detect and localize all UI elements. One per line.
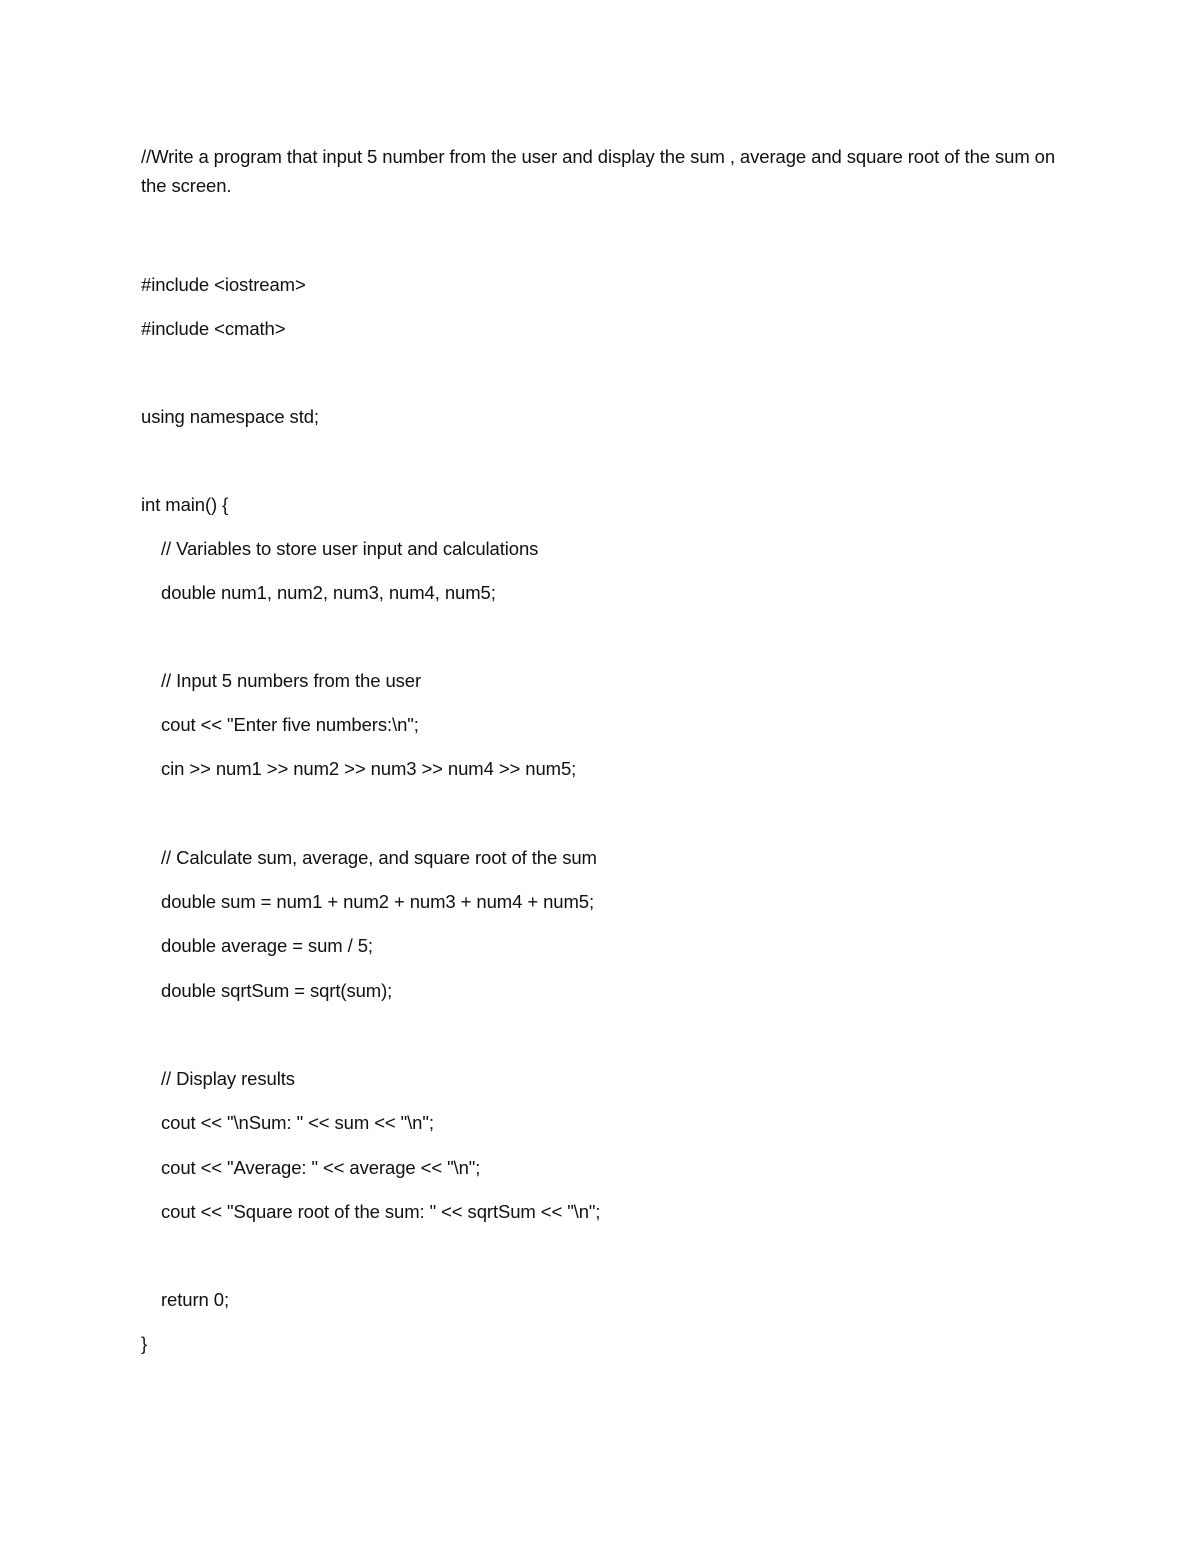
code-line: #include <iostream> [141, 274, 306, 295]
code-line: double sqrtSum = sqrt(sum); [161, 980, 393, 1001]
code-line: cout << "Enter five numbers:\n"; [161, 714, 419, 735]
code-line: cout << "Average: " << average << "\n"; [161, 1157, 481, 1178]
code-line: double sum = num1 + num2 + num3 + num4 + num5; [161, 891, 594, 912]
code-block [141, 274, 1061, 1355]
document-body [141, 142, 1061, 1355]
code-line: cout << "\nSum: " << sum << "\n"; [161, 1112, 434, 1133]
code-line: // Calculate sum, average, and square root of the sum [161, 847, 597, 868]
heading-comment: //Write a program that input 5 number from the user and display the sum , average and square root of the sum on the screen. [141, 146, 1056, 196]
code-line: // Variables to store user input and calculations [161, 538, 539, 559]
code-line: int main() { [141, 494, 229, 515]
code-line: // Display results [161, 1068, 295, 1089]
code-line: double average = sum / 5; [161, 935, 373, 956]
code-line: } [141, 1333, 148, 1354]
code-line: #include <cmath> [141, 318, 286, 339]
code-line: cout << "Square root of the sum: " << sqrtSum << "\n"; [161, 1201, 601, 1222]
code-line: double num1, num2, num3, num4, num5; [161, 582, 496, 603]
code-line: // Input 5 numbers from the user [161, 670, 422, 691]
code-line: using namespace std; [141, 406, 319, 427]
code-line: cin >> num1 >> num2 >> num3 >> num4 >> num5; [161, 758, 577, 779]
code-line: return 0; [161, 1289, 229, 1310]
